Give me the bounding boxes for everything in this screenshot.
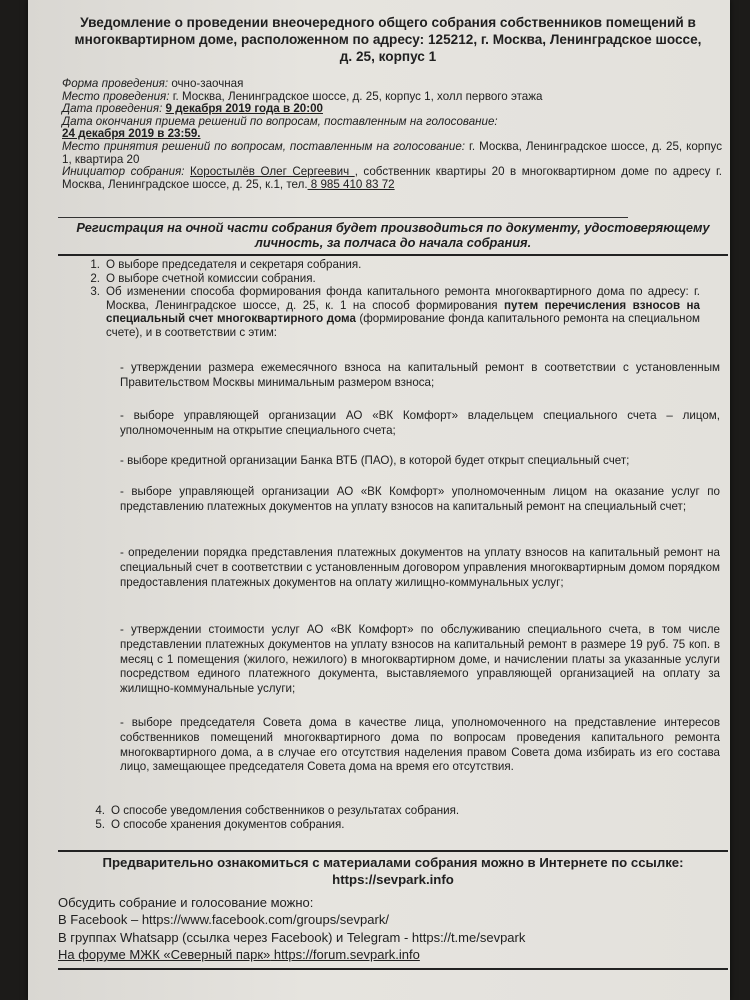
divider — [58, 968, 728, 970]
subitem: - выборе управляющей организации АО «ВК Комфорт» владельцем специального счета – лицом, уполномоченным на открытие специального счета; — [120, 409, 720, 437]
agenda-list — [78, 258, 700, 340]
agenda-number: 1. — [90, 258, 100, 271]
place-label: Место проведения: — [62, 89, 170, 103]
agenda-text-bold: путем перечисления взносов на специальный счет многоквартирного дома — [106, 298, 700, 326]
discuss-text: Обсудить собрание и голосование можно: — [58, 895, 314, 910]
accept-row — [62, 141, 722, 166]
initiator-row — [62, 166, 722, 191]
agenda-text: О способе уведомления собственников о результатах собрания. — [111, 804, 460, 817]
preview-text: Предварительно ознакомиться с материалами собрания можно в Интернете по ссылке: — [102, 855, 684, 870]
accept-value: г. Москва, Ленинградское шоссе, д. 25, корпус 1, квартира 20 — [62, 139, 722, 166]
meeting-details — [62, 78, 722, 191]
agenda-number: 4. — [95, 804, 105, 817]
agenda-number: 3. — [90, 285, 100, 299]
footer-links — [58, 894, 728, 964]
form-value: очно-заочная — [168, 77, 244, 90]
agenda-text-part: Об изменении способа формирования фонда капитального ремонта многоквартирного дома по адресу: г. Москва, Ленинградское шоссе, д. 25, к. 1 на способ формирования — [106, 285, 700, 312]
subitem: - определении порядка представления платежных документов на уплату взносов на капитальный ремонт на специальный счет в соответствии с установленным договором управления многоквартирным домом порядком предоставления платежных документов на оплату жилищно-коммунальных услуг; — [120, 546, 720, 589]
forum-link[interactable]: https://forum.sevpark.info — [270, 947, 420, 963]
initiator-name: Коростылёв Олег Сергеевич — [190, 165, 355, 179]
subitem: - выборе управляющей организации АО «ВК Комфорт» уполномоченным лицом на оказание услуг по представлению платежных документов на уплату взносов на капитальный ремонт на специальный счет; — [120, 485, 720, 513]
place-value: г. Москва, Ленинградское шоссе, д. 25, корпус 1, холл первого этажа — [169, 89, 543, 103]
agenda-item — [83, 818, 683, 832]
initiator-phone: 8 985 410 83 72 — [307, 177, 395, 191]
subitem: - утверждении стоимости услуг АО «ВК Комфорт» по обслуживанию специального счета, в том числе представлении платежных документов на уплату взносов на капитальный ремонт в размере 19 руб. 75 коп. в месяц с 1 помещения (жилого, нежилого) в многоквартирном доме, и начислении платы за указанные услуги посредством единого платежного документа, выставляемого управляющей организацией на оплату за жилищно-коммунальные услуги; — [120, 623, 720, 696]
facebook-label: В Facebook – — [58, 912, 142, 928]
preview-link[interactable]: https://sevpark.info — [332, 872, 454, 887]
notice-title: Уведомление о проведении внеочередного общего собрания собственников помещений в многоквартирном доме, расположенном по адресу: 125212, г. Москва, Ленинградское шоссе, д. 25, корпус 1 — [74, 15, 702, 64]
form-label: Форма проведения: — [62, 77, 169, 90]
date-label: Дата проведения: — [62, 102, 163, 116]
telegram-row — [58, 929, 728, 946]
agenda-text: О выборе счетной комиссии собрания. — [106, 271, 316, 285]
agenda-text: О выборе председателя и секретаря собрания. — [106, 258, 362, 271]
initiator-label: Инициатор собрания: — [62, 165, 185, 179]
initiator-details: , собственник квартиры 20 в многоквартирном доме по адресу г. Москва, Ленинградское шоссе, д. 25, к.1, тел. — [62, 165, 722, 191]
agenda-item — [78, 258, 700, 272]
date-value: 9 декабря 2019 года в 20:00 — [165, 102, 323, 116]
registration-note: Регистрация на очной части собрания будет производиться по документу, удостоверяющему личность, за полчаса до начала собрания. — [76, 220, 710, 250]
subitem: - выборе председателя Совета дома в качестве лица, уполномоченного на представление интересов собственников помещений многоквартирного дома по вопросам проведения капитального ремонта многоквартирного дома, а в случае его отсутствия наделения правом Совета дома избирать из его состава лицо, замещающее председателя Совета дома на время его отсутствия. — [120, 716, 720, 774]
agenda-text: О способе хранения документов собрания. — [111, 817, 345, 831]
telegram-link[interactable]: https://t.me/sevpark — [411, 929, 526, 945]
agenda-item — [83, 804, 683, 818]
agenda-number: 2. — [90, 271, 100, 285]
facebook-row — [58, 911, 728, 928]
agenda-number: 5. — [95, 817, 105, 831]
subitem: - утверждении размера ежемесячного взноса на капитальный ремонт в соответствии с установленным Правительством Москвы минимальным размером взноса; — [120, 361, 720, 389]
agenda-text-part: (формирование фонда капитального ремонта на специальном счете), и в соответствии с этим: — [106, 312, 701, 339]
preview-block — [58, 854, 728, 888]
agenda-text — [106, 285, 700, 339]
telegram-label: В группах Whatsapp (ссылка через Facebook) и Telegram - — [58, 929, 412, 945]
agenda-item — [78, 272, 700, 286]
divider — [58, 217, 628, 218]
divider — [58, 850, 728, 852]
end-label: Дата окончания приема решений по вопросам, поставленным на голосование: — [62, 114, 498, 128]
subitem: - выборе кредитной организации Банка ВТБ (ПАО), в которой будет открыт специальный счет; — [120, 454, 630, 467]
end-value: 24 декабря 2019 в 23:59. — [62, 127, 201, 141]
forum-row — [58, 946, 728, 963]
notice-sheet — [28, 0, 730, 1000]
agenda-list-tail — [83, 804, 683, 831]
agenda-item — [78, 285, 700, 339]
facebook-link[interactable]: https://www.facebook.com/groups/sevpark/ — [141, 912, 389, 928]
accept-label: Место принятия решений по вопросам, поставленным на голосование: — [62, 139, 466, 153]
divider — [58, 254, 728, 256]
forum-label: На форуме МЖК «Северный парк» — [58, 947, 271, 963]
